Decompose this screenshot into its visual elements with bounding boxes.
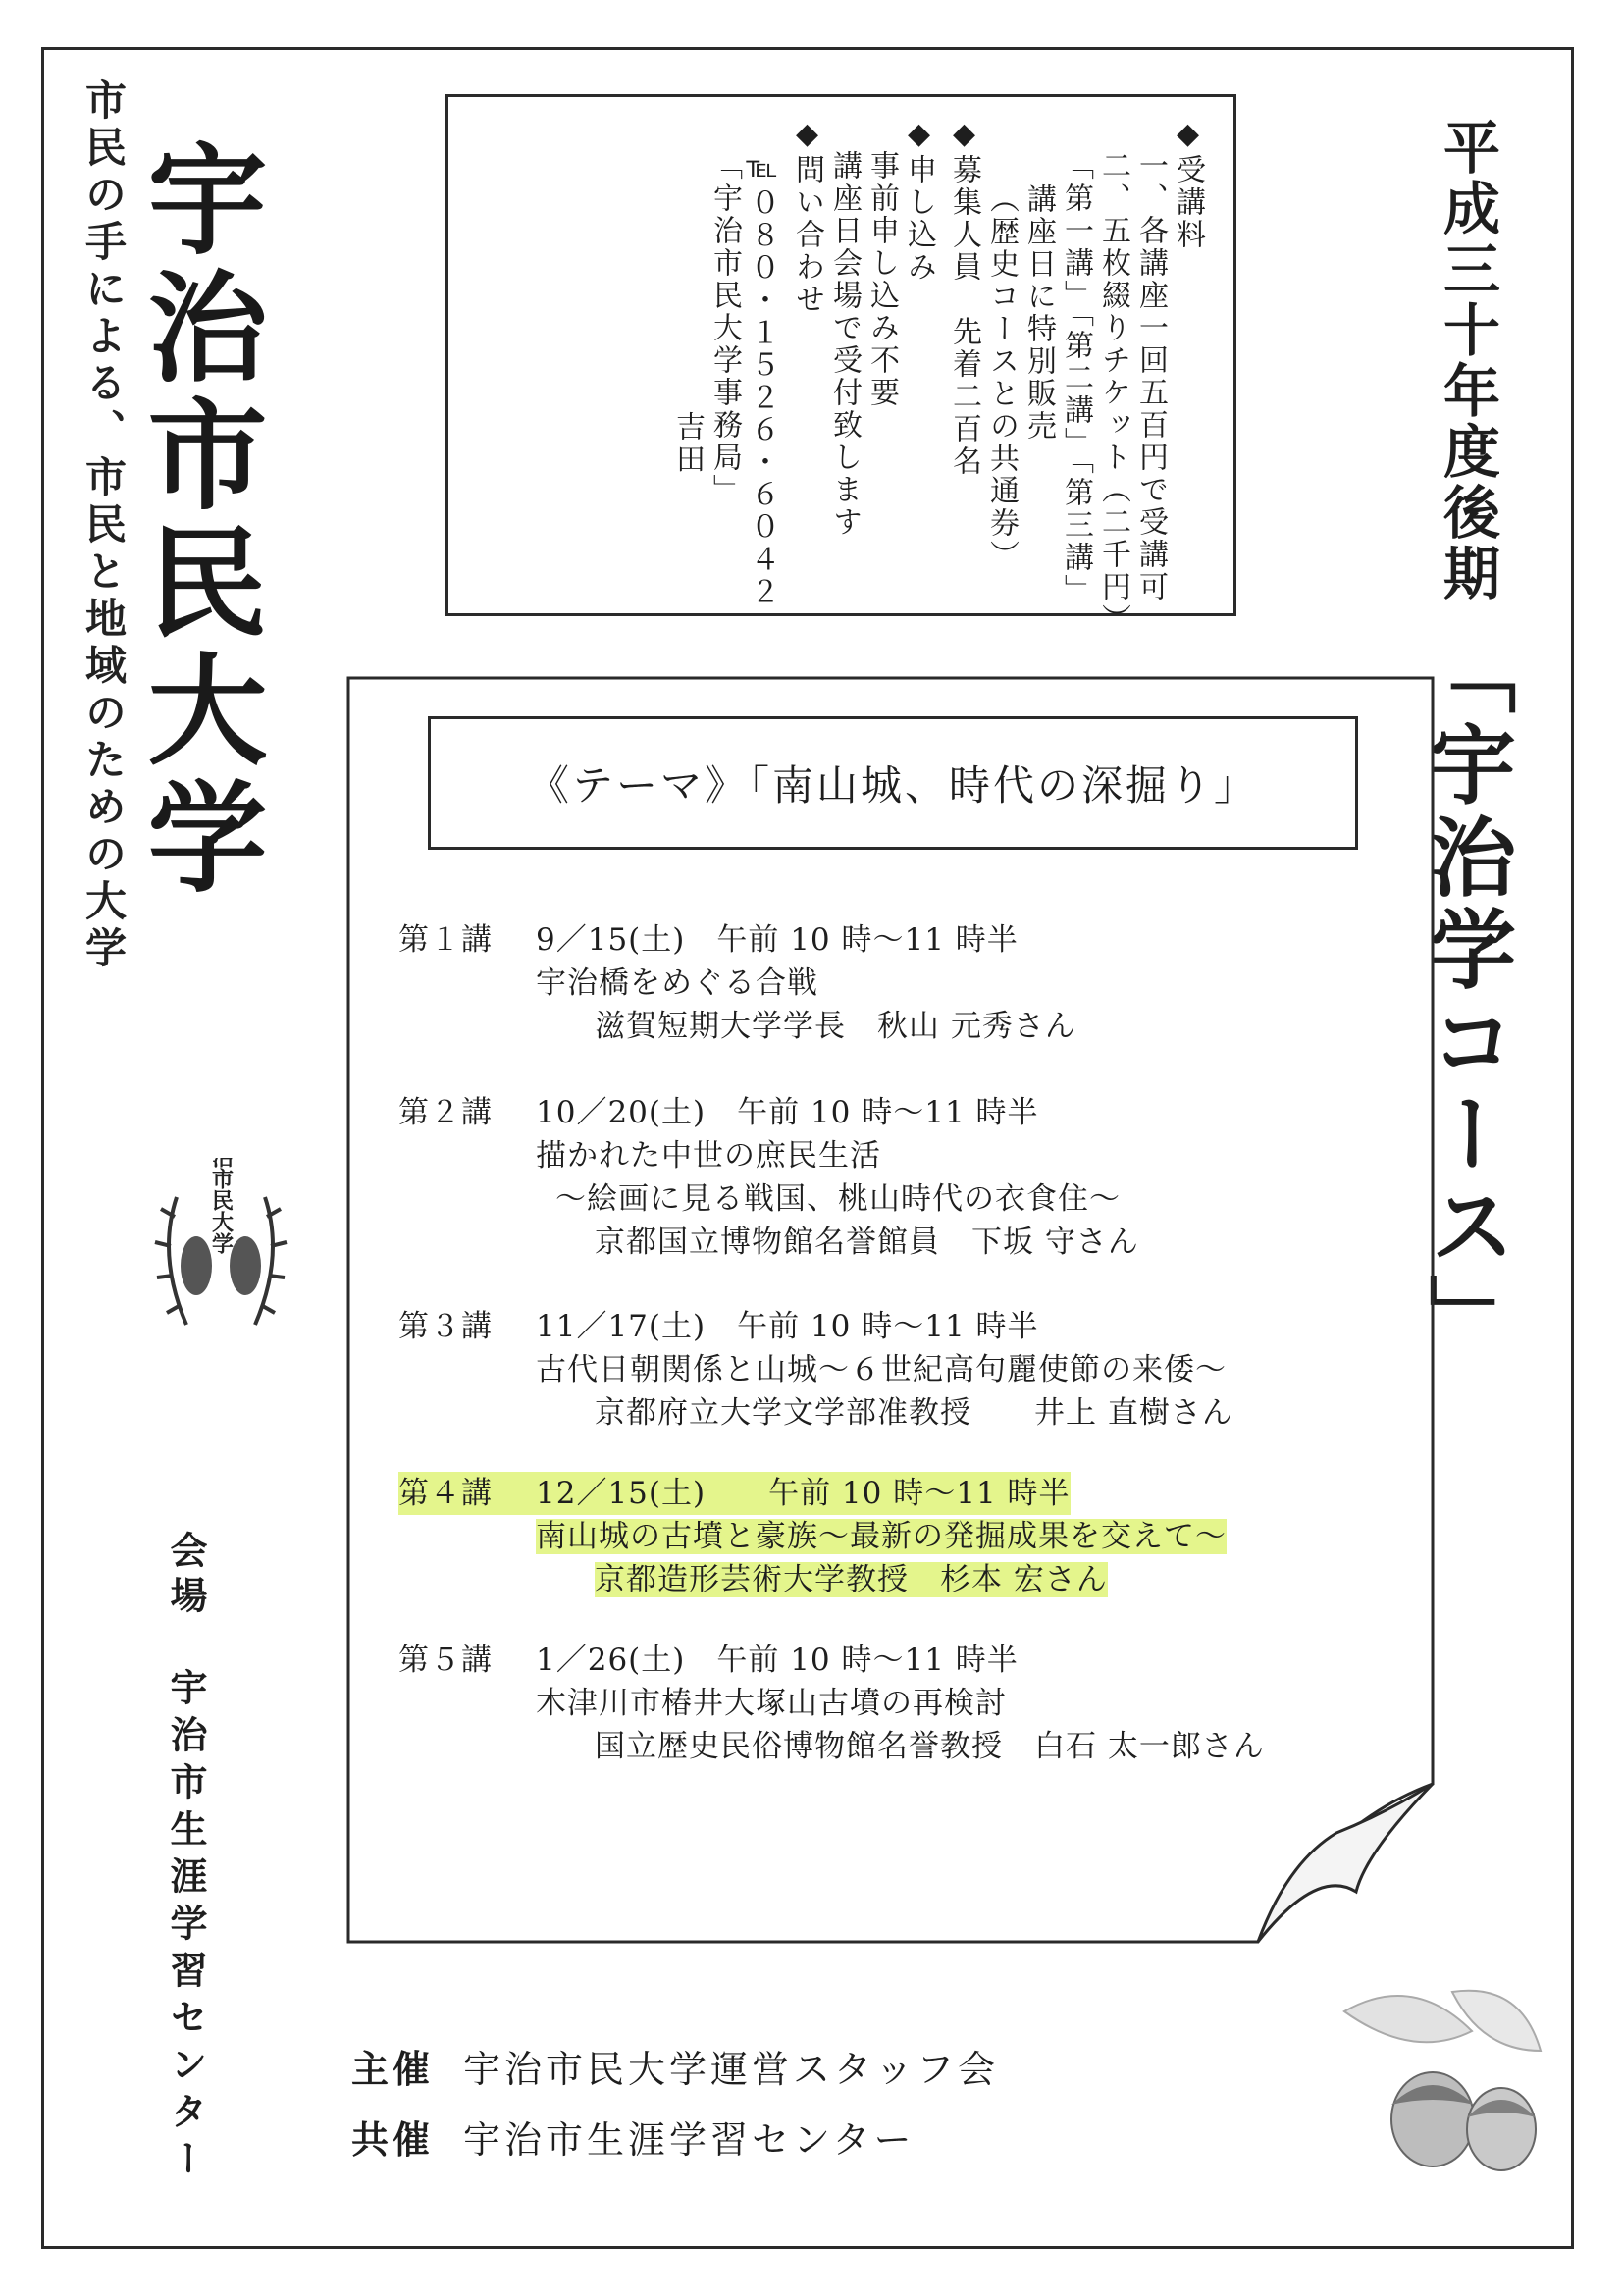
lecture-date: 1／26(土) 午前 10 時～11 時半 xyxy=(536,1643,1019,1678)
lecture-number: 第２講 xyxy=(398,1095,493,1130)
contact-heading: ◆問い合わせ xyxy=(790,117,824,316)
capacity-text: ◆募集人員 先着二百名 xyxy=(947,117,981,478)
lecture-title: 南山城の古墳と豪族～最新の発掘成果を交えて～ xyxy=(536,1519,1227,1554)
contact-phone: ℡０８０・１５２６・６０４２ xyxy=(745,150,779,608)
lecture-item-highlighted xyxy=(398,1472,1227,1601)
venue-value: 宇治市生涯学習センター xyxy=(164,1668,208,2186)
lecture-speaker: 滋賀短期大学学長 秋山 元秀さん xyxy=(595,1009,1076,1044)
lecture-title: 古代日朝関係と山城～６世紀高句麗使節の来倭～ xyxy=(536,1352,1227,1387)
host-label: 主催 xyxy=(351,2047,435,2091)
lecture-date: 10／20(土) 午前 10 時～11 時半 xyxy=(536,1095,1039,1130)
lecture-speaker: 京都府立大学文学部准教授 井上 直樹さん xyxy=(595,1395,1233,1431)
lecture-title: 木津川市椿井大塚山古墳の再検討 xyxy=(536,1686,1007,1721)
cohost-label: 共催 xyxy=(351,2117,435,2162)
fee-line: 講座日に特別販売 xyxy=(1021,183,1056,443)
apply-line: 事前申し込み不要 xyxy=(864,150,899,409)
cohost-line xyxy=(351,2110,916,2164)
lecture-number: 第１講 xyxy=(398,922,493,958)
theme-box xyxy=(428,716,1358,850)
contact-office: 「宇治市民大学事務局」 xyxy=(707,150,742,506)
lecture-speaker: 京都造形芸術大学教授 杉本 宏さん xyxy=(595,1562,1108,1597)
apply-heading: ◆申し込み xyxy=(902,117,936,284)
info-box xyxy=(445,94,1236,636)
venue-label: 会場 xyxy=(164,1531,208,1621)
lecture-number: 第５講 xyxy=(398,1643,493,1678)
lecture-item xyxy=(398,918,1076,1048)
cohost-value: 宇治市生涯学習センター xyxy=(463,2118,916,2162)
lecture-subtitle: ～絵画に見る戦国、桃山時代の衣食住～ xyxy=(555,1181,1121,1217)
main-title: 宇治市民大学 xyxy=(128,137,267,903)
lecture-item xyxy=(398,1305,1233,1435)
emblem-text: 宇治市民大学 xyxy=(208,1158,234,1254)
fee-line: 「第一講」「第二講」「第三講」 xyxy=(1059,150,1093,606)
lecture-item xyxy=(398,1091,1139,1264)
lecture-title: 宇治橋をめぐる合戦 xyxy=(536,965,818,1001)
apply-line: 講座日会場で受付致します xyxy=(827,150,862,539)
host-line xyxy=(351,2039,999,2093)
lecture-number: 第３講 xyxy=(398,1309,493,1344)
lecture-title: 描かれた中世の庶民生活 xyxy=(536,1138,881,1174)
course-title: 「宇治学コース」 xyxy=(1416,628,1517,1366)
subtitle: 市民の手による、市民と地域のための大学 xyxy=(79,78,128,973)
lecture-speaker: 京都国立博物館名誉館員 下坂 守さん xyxy=(595,1225,1139,1260)
fee-heading: ◆受講料 xyxy=(1171,117,1205,251)
emblem-seal xyxy=(147,1158,294,1354)
lecture-date: 9／15(土) 午前 10 時～11 時半 xyxy=(536,922,1019,958)
acorn-illustration xyxy=(1305,1972,1550,2178)
host-value: 宇治市民大学運営スタッフ会 xyxy=(463,2048,1000,2091)
fee-line: （歴史コースとの共通券） xyxy=(984,183,1019,572)
lecture-number: 第４講 xyxy=(398,1472,536,1515)
lecture-date: 12／15(土) 午前 10 時～11 時半 xyxy=(536,1472,1071,1515)
lecture-speaker: 国立歴史民俗博物館名誉教授 白石 太一郎さん xyxy=(595,1729,1265,1764)
fee-line: 二、五枚綴りチケット（二千円） xyxy=(1096,150,1130,636)
lecture-item xyxy=(398,1639,1265,1768)
year-title: 平成三十年度後期 xyxy=(1434,118,1500,604)
theme-text: 《テーマ》「南山城、時代の深掘り」 xyxy=(527,761,1258,809)
lecture-date: 11／17(土) 午前 10 時～11 時半 xyxy=(536,1309,1039,1344)
fee-line: 一、各講座一回五百円で受講可 xyxy=(1133,150,1168,603)
contact-person: 吉田 xyxy=(670,411,705,476)
